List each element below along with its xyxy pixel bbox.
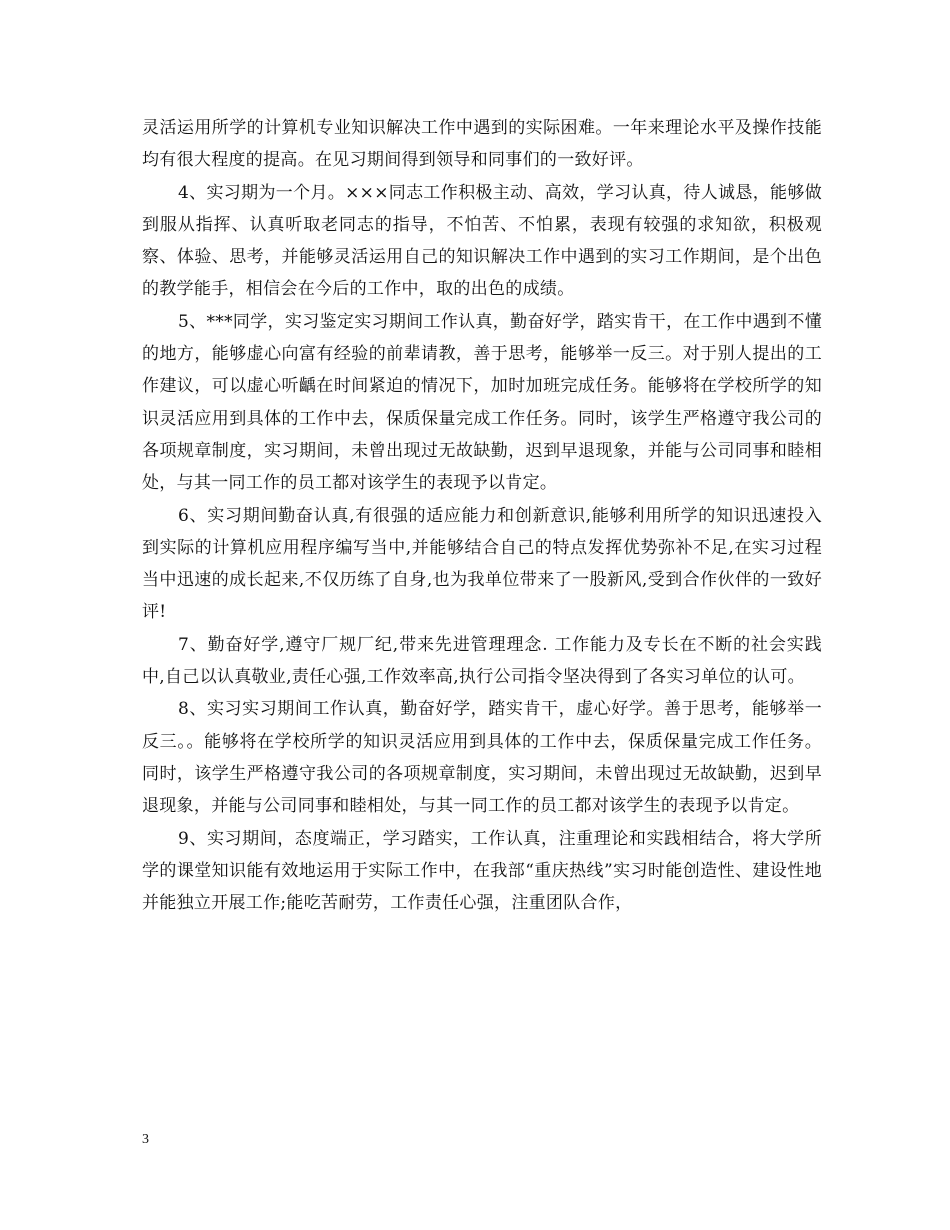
paragraph-item-9: 9、实习期间，态度端正，学习踏实，工作认真，注重理论和实践相结合，将大学所学的课堂知识能有效地运用于实际工作中，在我部“重庆热线”实习时能创造性、建设性地并能独立开展工作;能吃苦耐劳，工作责任心强，注重团队合作， — [142, 828, 822, 914]
paragraph-item-5: 5、***同学，实习鉴定实习期间工作认真，勤奋好学，踏实肯干，在工作中遇到不懂的地方，能够虚心向富有经验的前辈请教，善于思考，能够举一反三。对于别人提出的工作建议，可以虚心听齲在时间紧迫的情况下，加时加班完成任务。能够将在学校所学的知识灵活应用到具体的工作中去，保质保量完成工作任务。同时，该学生严格遵守我公司的各项规章制度，实习期间，未曾出现过无故缺勤，迟到早退现象，并能与公司同事和睦相处，与其一同工作的员工都对该学生的表现予以肯定。 — [142, 311, 822, 494]
document-body — [142, 112, 822, 919]
paragraph-item-4: 4、实习期为一个月。×××同志工作积极主动、高效，学习认真，待人诚恳，能够做到服从指挥、认真听取老同志的指导，不怕苦、不怕累，表现有较强的求知欲，积极观察、体验、思考，并能够灵活运用自己的知识解决工作中遇到的实习工作期间，是个出色的教学能手，相信会在今后的工作中，取的出色的成绩。 — [142, 182, 822, 300]
paragraph-item-6: 6、实习期间勤奋认真,有很强的适应能力和创新意识,能够利用所学的知识迅速投入到实际的计算机应用程序编写当中,并能够结合自己的特点发挥优势弥补不足,在实习过程当中迅速的成长起来,不仅历练了自身,也为我单位带来了一股新风,受到合作伙伴的一致好评! — [142, 505, 822, 623]
page-number: 3 — [142, 1132, 149, 1147]
paragraph-item-8: 8、实习实习期间工作认真，勤奋好学，踏实肯干，虚心好学。善于思考，能够举一反三。。能够将在学校所学的知识灵活应用到具体的工作中去，保质保量完成工作任务。同时，该学生严格遵守我公司的各项规章制度，实习期间，未曾出现过无故缺勤，迟到早退现象，并能与公司同事和睦相处，与其一同工作的员工都对该学生的表现予以肯定。 — [142, 699, 822, 817]
paragraph-continuation: 灵活运用所学的计算机专业知识解决工作中遇到的实际困难。一年来理论水平及操作技能均有很大程度的提高。在见习期间得到领导和同事们的一致好评。 — [142, 118, 822, 171]
paragraph-item-7: 7、勤奋好学,遵守厂规厂纪,带来先进管理理念. 工作能力及专长在不断的社会实践中,自己以认真敬业,责任心强,工作效率高,执行公司指令坚决得到了各实习单位的认可。 — [142, 634, 822, 688]
